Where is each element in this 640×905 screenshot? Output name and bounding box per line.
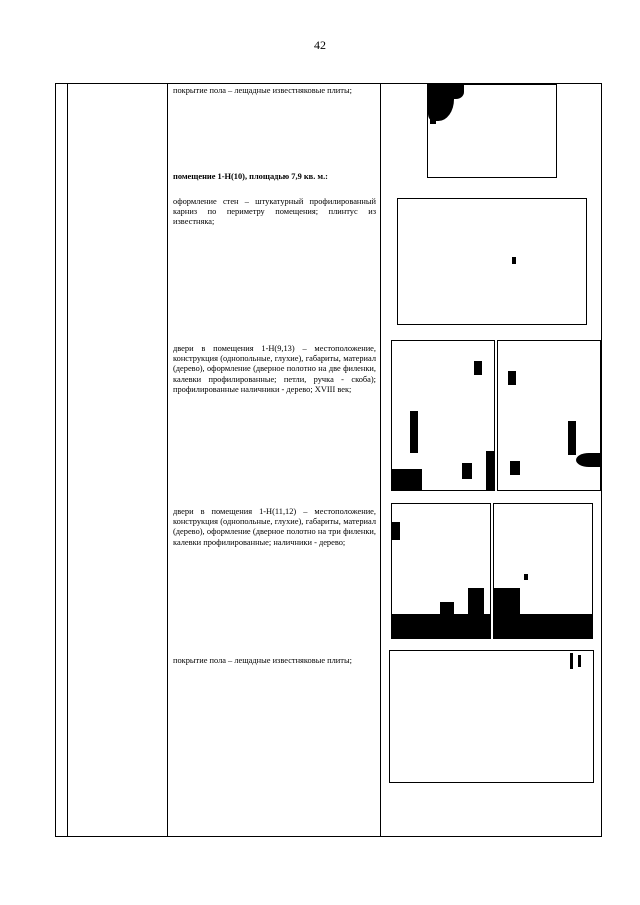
floor-covering-text: покрытие пола – лещадные известняковые плиты;	[173, 86, 352, 95]
table-column-divider	[380, 83, 381, 837]
page-number: 42	[314, 38, 326, 52]
photo-floor-1	[427, 84, 557, 178]
doors-text-1: двери в помещения 1-Н(9,13) – местоположение, конструкция (однопольные, глухие), габариты, материал (дерево), оформление (дверное полотно на две филенки, калевки профилированные; петли, ручка - скоба); профилированные наличники - дерево; XVIII век;	[173, 344, 376, 394]
table-column-divider	[67, 83, 68, 837]
photo-door-1b	[497, 340, 601, 491]
floor-covering-text-2: покрытие пола – лещадные известняковые плиты;	[173, 656, 352, 665]
photo-door-2a	[391, 503, 491, 639]
room-heading: помещение 1-Н(10), площадью 7,9 кв. м.:	[173, 172, 328, 181]
table-column-divider	[167, 83, 168, 837]
doors-text-2: двери в помещения 1-Н(11,12) – местоположение, конструкция (однопольные, глухие), габариты, материал (дерево), оформление (дверное полотно на три филенки, калевки профилированные; наличники - дерево;	[173, 507, 376, 547]
photo-floor-2	[389, 650, 594, 783]
photo-cornice	[397, 198, 587, 325]
photo-door-1a	[391, 340, 495, 491]
wall-decoration-text: оформление стен – штукатурный профилированный карниз по периметру помещения; плинтус из известняка;	[173, 197, 376, 227]
photo-door-2b	[493, 503, 593, 639]
